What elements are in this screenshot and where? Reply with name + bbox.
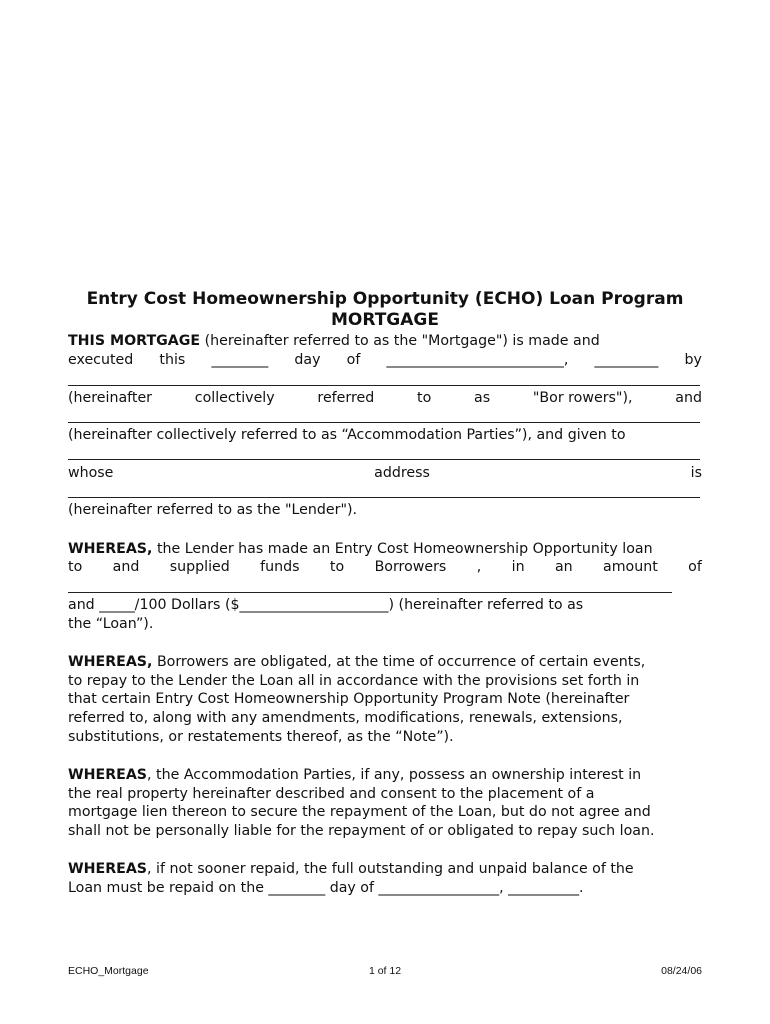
footer-document-name: ECHO_Mortgage xyxy=(68,965,149,977)
paragraph-lead: WHEREAS, xyxy=(68,541,153,557)
paragraph-2-line-4: the “Loan”). xyxy=(68,616,154,632)
paragraph-5-line-1: WHEREAS, if not sooner repaid, the full outstanding and unpaid balance of the xyxy=(68,861,634,877)
paragraph-lead: THIS MORTGAGE xyxy=(68,333,201,349)
document-subtitle: MORTGAGE xyxy=(331,310,439,330)
paragraph-1-line-5: whose address is xyxy=(68,465,702,481)
paragraph-lead: WHEREAS xyxy=(68,767,148,783)
paragraph-1-line-3: (hereinafter collectively referred to as "Bor rowers"), and xyxy=(68,390,702,406)
paragraph-lead: WHEREAS xyxy=(68,861,148,877)
footer-page-number: 1 of 12 xyxy=(368,965,402,977)
footer-date: 08/24/06 xyxy=(661,965,702,977)
paragraph-3-line-4: referred to, along with any amendments, modifications, renewals, extensions, xyxy=(68,710,623,726)
paragraph-4-line-3: mortgage lien thereon to secure the repayment of the Loan, but do not agree and xyxy=(68,804,651,820)
paragraph-3-line-2: to repay to the Lender the Loan all in accordance with the provisions set forth in xyxy=(68,673,640,689)
blank-line-amount xyxy=(68,592,672,593)
paragraph-1-line-1: THIS MORTGAGE (hereinafter referred to as the "Mortgage") is made and xyxy=(68,333,600,349)
blank-line-lender xyxy=(68,459,700,460)
paragraph-lead: WHEREAS, xyxy=(68,654,153,670)
paragraph-3-line-1: WHEREAS, Borrowers are obligated, at the time of occurrence of certain events, xyxy=(68,654,646,670)
paragraph-2-line-2: to and supplied funds to Borrowers , in an amount of xyxy=(68,559,702,575)
paragraph-4-line-2: the real property hereinafter described and consent to the placement of a xyxy=(68,786,595,802)
paragraph-4-line-1: WHEREAS, the Accommodation Parties, if any, possess an ownership interest in xyxy=(68,767,642,783)
paragraph-5-line-2: Loan must be repaid on the ________ day of _________________, __________. xyxy=(68,880,584,896)
paragraph-3-line-3: that certain Entry Cost Homeownership Opportunity Program Note (hereinafter xyxy=(68,691,630,707)
paragraph-2-line-3: and _____/100 Dollars ($_____________________) (hereinafter referred to as xyxy=(68,597,584,613)
paragraph-3-line-5: substitutions, or restatements thereof, as the “Note”). xyxy=(68,729,454,745)
paragraph-2-line-1: WHEREAS, the Lender has made an Entry Cost Homeownership Opportunity loan xyxy=(68,541,653,557)
paragraph-1-line-2: executed this ________ day of _________________________, _________ by xyxy=(68,352,702,368)
blank-line-borrowers xyxy=(68,385,700,386)
paragraph-1-line-6: (hereinafter referred to as the "Lender"). xyxy=(68,502,358,518)
blank-line-accommodation-parties xyxy=(68,422,700,423)
paragraph-1-line-4: (hereinafter collectively referred to as “Accommodation Parties”), and given to xyxy=(68,427,626,443)
blank-line-lender-address xyxy=(68,497,700,498)
paragraph-4-line-4: shall not be personally liable for the repayment of or obligated to repay such loan. xyxy=(68,823,655,839)
document-title: Entry Cost Homeownership Opportunity (ECHO) Loan Program xyxy=(86,289,684,309)
